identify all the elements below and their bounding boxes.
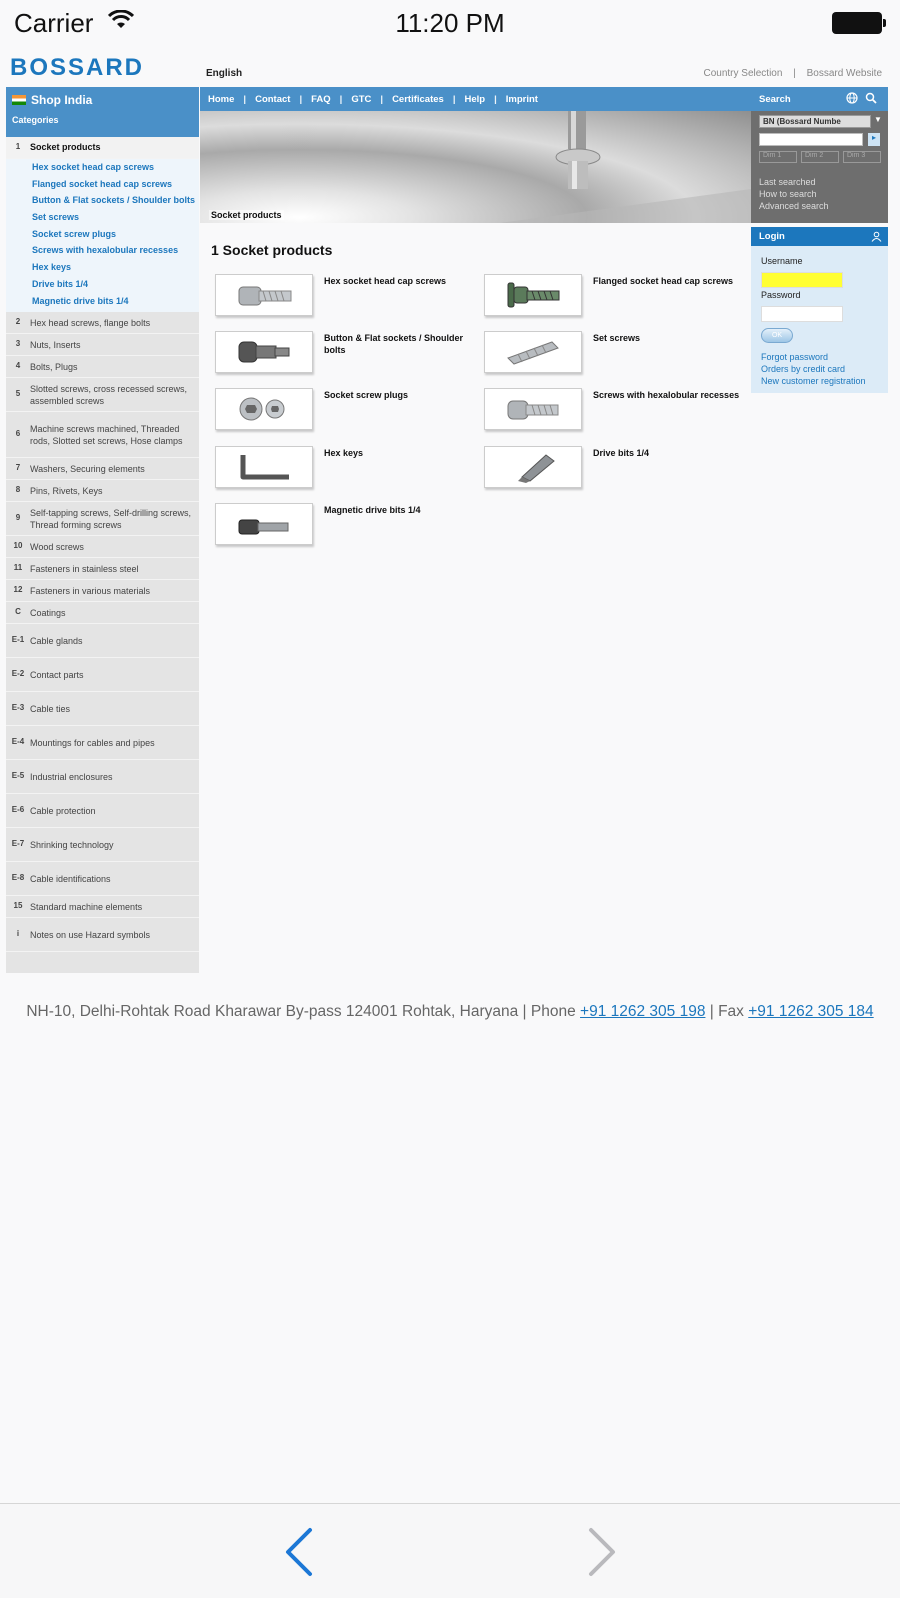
chevron-right-icon[interactable] [585, 1526, 619, 1583]
category-row[interactable] [6, 480, 199, 502]
category-row[interactable] [6, 918, 199, 952]
product-thumbnail[interactable] [484, 446, 582, 488]
socket-screw-icon [233, 279, 295, 311]
chevron-left-icon[interactable] [282, 1526, 316, 1583]
category-label: Standard machine elements [30, 901, 143, 912]
category-label: Cable identifications [30, 873, 111, 884]
category-row[interactable] [6, 828, 199, 862]
product-name[interactable]: Hex keys [324, 448, 364, 458]
category-row[interactable] [6, 536, 199, 558]
category-row[interactable] [6, 356, 199, 378]
fax-label: | Fax [705, 1003, 749, 1020]
product-thumbnail[interactable] [484, 274, 582, 316]
product-tile[interactable] [215, 388, 474, 430]
how-to-search-link[interactable]: How to search [759, 189, 817, 200]
nav-separator: | [380, 93, 384, 105]
category-label: Industrial enclosures [30, 771, 113, 782]
product-thumbnail[interactable] [215, 388, 313, 430]
category-number: 11 [13, 563, 23, 573]
browser-toolbar [0, 1503, 900, 1598]
flanged-screw-icon [502, 279, 564, 311]
credit-card-orders-link[interactable]: Orders by credit card [761, 364, 846, 375]
set-screw-icon [502, 336, 564, 368]
product-name[interactable]: Button & Flat sockets / Shoulder bolts [324, 333, 464, 356]
product-tile[interactable] [484, 331, 743, 373]
search-submit-icon[interactable]: ▸ [868, 133, 880, 146]
advanced-search-link[interactable]: Advanced search [759, 201, 829, 212]
category-row[interactable] [6, 312, 199, 334]
subcategory-list [6, 159, 199, 312]
search-type-select[interactable]: BN (Bossard Numbe [759, 115, 871, 128]
category-number: 1 [15, 142, 21, 152]
top-link-separator: | [793, 68, 796, 79]
nav-imprint[interactable]: Imprint [505, 93, 538, 105]
language-selector[interactable]: English [206, 68, 243, 79]
category-label: Self-tapping screws, Self-drilling screws, Thread forming screws [30, 507, 192, 530]
product-tile[interactable] [215, 274, 474, 316]
dim2-input[interactable]: Dim 2 [801, 151, 839, 163]
nav-certificates[interactable]: Certificates [392, 93, 444, 105]
address-footer [10, 1002, 890, 1022]
category-label: Bolts, Plugs [30, 361, 78, 372]
product-name[interactable]: Set screws [593, 333, 641, 343]
category-label: Shrinking technology [30, 839, 114, 850]
product-name[interactable]: Hex socket head cap screws [324, 276, 447, 286]
category-label: Fasteners in various materials [30, 585, 151, 596]
category-row[interactable] [6, 760, 199, 794]
subcategory-item[interactable]: Screws with hexalobular recesses [32, 245, 179, 256]
bossard-website-link[interactable]: Bossard Website [806, 68, 882, 79]
category-label: Nuts, Inserts [30, 339, 81, 350]
category-label: Cable glands [30, 635, 83, 646]
product-name[interactable]: Magnetic drive bits 1/4 [324, 505, 421, 515]
product-thumbnail[interactable] [215, 446, 313, 488]
category-row[interactable] [6, 794, 199, 828]
forgot-password-link[interactable]: Forgot password [761, 352, 829, 362]
category-row[interactable] [6, 896, 199, 918]
subcategory-item[interactable]: Magnetic drive bits 1/4 [32, 295, 129, 306]
screw-plug-icon [233, 393, 295, 425]
clock: 11:20 PM [395, 8, 505, 38]
address-text: NH-10, Delhi-Rohtak Road Kharawar By-pass 124001 Rohtak, Haryana | Phone [26, 1003, 581, 1020]
bossard-logo[interactable]: BOSSARD [10, 54, 145, 81]
category-label: Fasteners in stainless steel [30, 563, 139, 574]
user-icon [871, 231, 882, 245]
category-number: 9 [15, 513, 21, 523]
category-row[interactable] [6, 334, 199, 356]
search-input[interactable] [759, 133, 863, 146]
subcategory-item[interactable]: Hex keys [32, 262, 72, 273]
nav-contact[interactable]: Contact [255, 93, 291, 105]
subcategory-item[interactable]: Button & Flat sockets / Shoulder bolts [32, 195, 196, 206]
category-row[interactable] [6, 412, 199, 458]
page-title: 1 Socket products [211, 242, 333, 258]
nav-separator: | [339, 93, 343, 105]
product-thumbnail[interactable] [484, 388, 582, 430]
category-number: 8 [15, 485, 21, 495]
category-label: Machine screws machined, Threaded rods, Slotted set screws, Hose clamps [30, 423, 183, 446]
banner-caption: Socket products [211, 210, 282, 220]
product-name[interactable]: Screws with hexalobular recesses [593, 390, 740, 400]
username-field[interactable] [761, 272, 843, 288]
category-sidebar [6, 87, 199, 973]
search-header [751, 87, 888, 111]
main-nav [200, 87, 751, 111]
category-label: Cable ties [30, 703, 71, 714]
product-name[interactable]: Flanged socket head cap screws [593, 276, 734, 286]
fax-link[interactable]: +91 1262 305 184 [748, 1003, 874, 1020]
category-label: Contact parts [30, 669, 84, 680]
search-icon[interactable] [865, 92, 877, 107]
drive-bit-icon [502, 451, 564, 483]
top-links [699, 68, 886, 79]
dim3-input[interactable]: Dim 3 [843, 151, 881, 163]
india-flag-icon [12, 95, 26, 105]
category-row[interactable] [6, 658, 199, 692]
category-row[interactable] [6, 862, 199, 896]
password-label: Password [761, 290, 801, 300]
screw-bit-illustration [200, 111, 751, 223]
hexalobular-screw-icon [502, 393, 564, 425]
category-number: E-6 [11, 805, 25, 815]
category-number: E-2 [11, 669, 25, 679]
nav-home[interactable]: Home [208, 93, 235, 105]
search-title: Search [759, 93, 791, 105]
globe-icon[interactable] [846, 92, 858, 107]
new-customer-registration-link[interactable]: New customer registration [761, 376, 866, 387]
category-number: E-4 [11, 737, 25, 747]
category-number: E-7 [11, 839, 25, 849]
nav-gtc[interactable]: GTC [351, 93, 372, 105]
category-row[interactable] [6, 378, 199, 412]
shop-header [6, 87, 199, 137]
login-links [761, 351, 866, 387]
search-panel [751, 87, 888, 223]
category-row[interactable] [6, 502, 199, 536]
search-links [759, 176, 829, 212]
subcategory-item[interactable]: Set screws [32, 212, 80, 223]
category-socket-products[interactable] [6, 137, 199, 159]
login-title: Login [759, 231, 785, 242]
category-label: Hex head screws, flange bolts [30, 317, 151, 328]
category-number: 12 [13, 585, 23, 595]
category-number: C [15, 607, 21, 617]
product-tile[interactable] [484, 388, 743, 430]
category-label: Slotted screws, cross recessed screws, assembled screws [30, 383, 188, 406]
password-field[interactable] [761, 306, 843, 322]
battery-icon [832, 12, 886, 34]
dim1-input[interactable]: Dim 1 [759, 151, 797, 163]
category-number: E-3 [11, 703, 25, 713]
subcategory-item[interactable]: Flanged socket head cap screws [32, 178, 173, 189]
product-thumbnail[interactable] [484, 331, 582, 373]
category-row[interactable] [6, 580, 199, 602]
phone-link[interactable]: +91 1262 305 198 [580, 1003, 706, 1020]
category-banner-image [200, 111, 751, 223]
subcategory-item[interactable]: Drive bits 1/4 [32, 278, 89, 289]
category-number: 10 [13, 541, 23, 551]
login-panel [751, 227, 888, 393]
category-number: E-8 [11, 873, 25, 883]
category-label: Wood screws [30, 541, 84, 552]
product-tile[interactable] [215, 503, 474, 545]
category-row[interactable] [6, 458, 199, 480]
category-label: Cable protection [30, 805, 96, 816]
status-bar [0, 0, 900, 48]
magnetic-bit-holder-icon [233, 508, 295, 540]
nav-separator: | [452, 93, 456, 105]
username-label: Username [761, 256, 803, 266]
last-searched-link[interactable]: Last searched [759, 177, 816, 187]
category-number: 2 [15, 317, 21, 327]
category-label: Coatings [30, 607, 66, 618]
category-number: 5 [15, 389, 21, 399]
categories-label: Categories [12, 115, 59, 125]
product-thumbnail[interactable] [215, 274, 313, 316]
category-number: E-5 [11, 771, 25, 781]
category-row[interactable] [6, 558, 199, 580]
category-number: 4 [15, 361, 21, 371]
carrier-label: Carrier [14, 8, 94, 38]
shop-title: Shop India [31, 93, 93, 107]
category-number: 15 [13, 901, 23, 911]
shop-india-link[interactable] [12, 93, 193, 107]
nav-separator: | [299, 93, 303, 105]
subcategory-item[interactable]: Hex socket head cap screws [32, 162, 155, 172]
login-header [751, 227, 888, 246]
chevron-down-icon[interactable]: ▼ [874, 115, 882, 124]
product-tile[interactable] [484, 446, 743, 488]
login-button[interactable]: OK [761, 328, 793, 343]
product-tile[interactable] [215, 331, 474, 373]
product-tile[interactable] [215, 446, 474, 488]
category-row[interactable] [6, 602, 199, 624]
category-label: Notes on use Hazard symbols [30, 929, 151, 940]
product-thumbnail[interactable] [215, 331, 313, 373]
category-label: Washers, Securing elements [30, 463, 145, 474]
category-label: Socket products [30, 142, 101, 153]
subcategory-item[interactable]: Socket screw plugs [32, 228, 117, 239]
category-row[interactable] [6, 726, 199, 760]
nav-separator: | [494, 93, 497, 105]
country-selection-link[interactable]: Country Selection [703, 68, 783, 79]
category-row[interactable] [6, 624, 199, 658]
product-tile[interactable] [484, 274, 743, 316]
hex-key-icon [233, 451, 295, 483]
nav-faq[interactable]: FAQ [311, 93, 331, 105]
nav-separator: | [243, 93, 247, 105]
category-number: 3 [15, 339, 21, 349]
nav-help[interactable]: Help [464, 93, 486, 105]
shoulder-bolt-icon [233, 336, 295, 368]
product-thumbnail[interactable] [215, 503, 313, 545]
category-row[interactable] [6, 692, 199, 726]
category-label: Mountings for cables and pipes [30, 737, 155, 748]
product-name[interactable]: Socket screw plugs [324, 390, 409, 400]
category-number: 6 [15, 429, 21, 439]
category-number: 7 [15, 463, 21, 473]
product-name[interactable]: Drive bits 1/4 [593, 448, 650, 458]
category-number: i [16, 929, 20, 939]
category-label: Pins, Rivets, Keys [30, 485, 103, 496]
category-number: E-1 [11, 635, 25, 645]
